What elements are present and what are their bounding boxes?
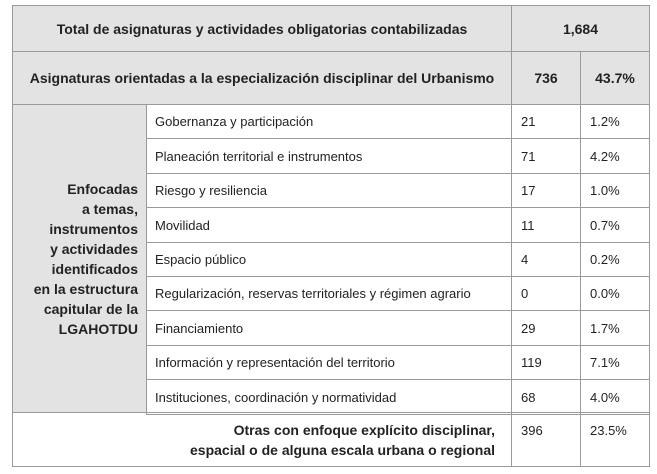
row-value-cell bbox=[511, 345, 581, 380]
row-label: Información y representación del territorio bbox=[155, 355, 395, 370]
row-pct-cell bbox=[580, 379, 650, 415]
row-label-cell bbox=[146, 310, 512, 346]
row-label: Riesgo y resiliencia bbox=[155, 183, 267, 198]
row-pct: 0.2% bbox=[590, 252, 620, 267]
row-pct-cell bbox=[580, 104, 650, 139]
row-label: Planeación territorial e instrumentos bbox=[155, 148, 363, 164]
category-label-line: y actividades bbox=[50, 240, 138, 257]
row-value-cell bbox=[511, 276, 581, 311]
row-label-cell bbox=[146, 173, 512, 208]
row-label-cell bbox=[146, 104, 512, 139]
row-value-cell bbox=[511, 104, 581, 139]
row-label: Espacio público bbox=[155, 252, 247, 267]
row-value: 11 bbox=[521, 217, 535, 233]
row-pct-cell bbox=[580, 345, 650, 380]
category-label-line: capitular de la bbox=[43, 300, 138, 317]
row-pct-cell bbox=[580, 138, 650, 174]
other-label-cell bbox=[12, 412, 512, 467]
other-label-line: Otras con enfoque explícito disciplinar, bbox=[233, 421, 495, 438]
total-label: Total de asignaturas y actividades obligatorias contabilizadas bbox=[56, 20, 468, 37]
row-pct: 1.2% bbox=[590, 114, 620, 129]
category-label-cell bbox=[12, 104, 147, 413]
other-value: 396 bbox=[521, 423, 543, 438]
row-value: 71 bbox=[521, 148, 536, 164]
category-label-line: instrumentos bbox=[49, 220, 138, 237]
urban-label-cell bbox=[12, 51, 512, 105]
row-pct-cell bbox=[580, 310, 650, 346]
row-pct: 0.7% bbox=[590, 217, 620, 233]
row-label-cell bbox=[146, 345, 512, 380]
urban-value-cell bbox=[511, 51, 581, 105]
row-value-cell bbox=[511, 379, 581, 415]
row-value: 29 bbox=[521, 320, 536, 336]
row-value: 119 bbox=[521, 355, 542, 370]
row-value-cell bbox=[511, 138, 581, 174]
row-value-cell bbox=[511, 310, 581, 346]
other-label bbox=[190, 420, 511, 460]
urban-label: Asignaturas orientadas a la especialización disciplinar del Urbanismo bbox=[29, 70, 495, 86]
urban-pct-cell bbox=[580, 51, 650, 105]
total-value-cell bbox=[511, 5, 650, 52]
row-pct: 0.0% bbox=[590, 286, 620, 301]
row-label-cell bbox=[146, 138, 512, 174]
row-label-cell bbox=[146, 242, 512, 277]
row-label: Instituciones, coordinación y normatividad bbox=[155, 389, 397, 405]
row-pct: 1.0% bbox=[590, 183, 620, 198]
subjects-table bbox=[12, 5, 650, 467]
row-value: 4 bbox=[521, 252, 529, 267]
row-pct-cell bbox=[580, 242, 650, 277]
row-pct: 7.1% bbox=[590, 355, 620, 370]
row-label: Movilidad bbox=[155, 217, 210, 233]
row-value: 0 bbox=[521, 286, 529, 301]
row-label: Gobernanza y participación bbox=[155, 114, 314, 129]
row-value-cell bbox=[511, 242, 581, 277]
row-pct: 4.0% bbox=[590, 389, 620, 405]
other-pct: 23.5% bbox=[590, 423, 627, 438]
total-label-cell bbox=[12, 5, 512, 52]
row-pct-cell bbox=[580, 207, 650, 243]
row-pct: 1.7% bbox=[590, 320, 620, 336]
row-label-cell bbox=[146, 276, 512, 311]
row-pct-cell bbox=[580, 173, 650, 208]
category-label-line: LGAHOTDU bbox=[58, 320, 138, 337]
urban-value: 736 bbox=[534, 70, 558, 86]
category-label-line: a temas, bbox=[81, 200, 138, 217]
row-label-cell bbox=[146, 379, 512, 415]
row-value-cell bbox=[511, 207, 581, 243]
urban-pct: 43.7% bbox=[595, 70, 635, 86]
row-label-cell bbox=[146, 207, 512, 243]
row-value-cell bbox=[511, 173, 581, 208]
category-label-line: en la estructura bbox=[33, 280, 138, 297]
other-value-cell bbox=[511, 412, 581, 467]
other-label-line: espacial o de alguna escala urbana o regional bbox=[190, 441, 495, 458]
row-value: 17 bbox=[521, 183, 536, 198]
row-value: 68 bbox=[521, 389, 536, 405]
other-pct-cell bbox=[580, 412, 650, 467]
row-label: Financiamiento bbox=[155, 320, 244, 336]
category-label bbox=[34, 179, 146, 339]
category-label-line: Enfocadas bbox=[67, 180, 138, 197]
row-label: Regularización, reservas territoriales y régimen agrario bbox=[155, 286, 471, 301]
total-value: 1,684 bbox=[562, 20, 599, 37]
category-label-line: identificados bbox=[51, 260, 138, 277]
row-pct-cell bbox=[580, 276, 650, 311]
row-pct: 4.2% bbox=[590, 148, 620, 164]
row-value: 21 bbox=[521, 114, 536, 129]
